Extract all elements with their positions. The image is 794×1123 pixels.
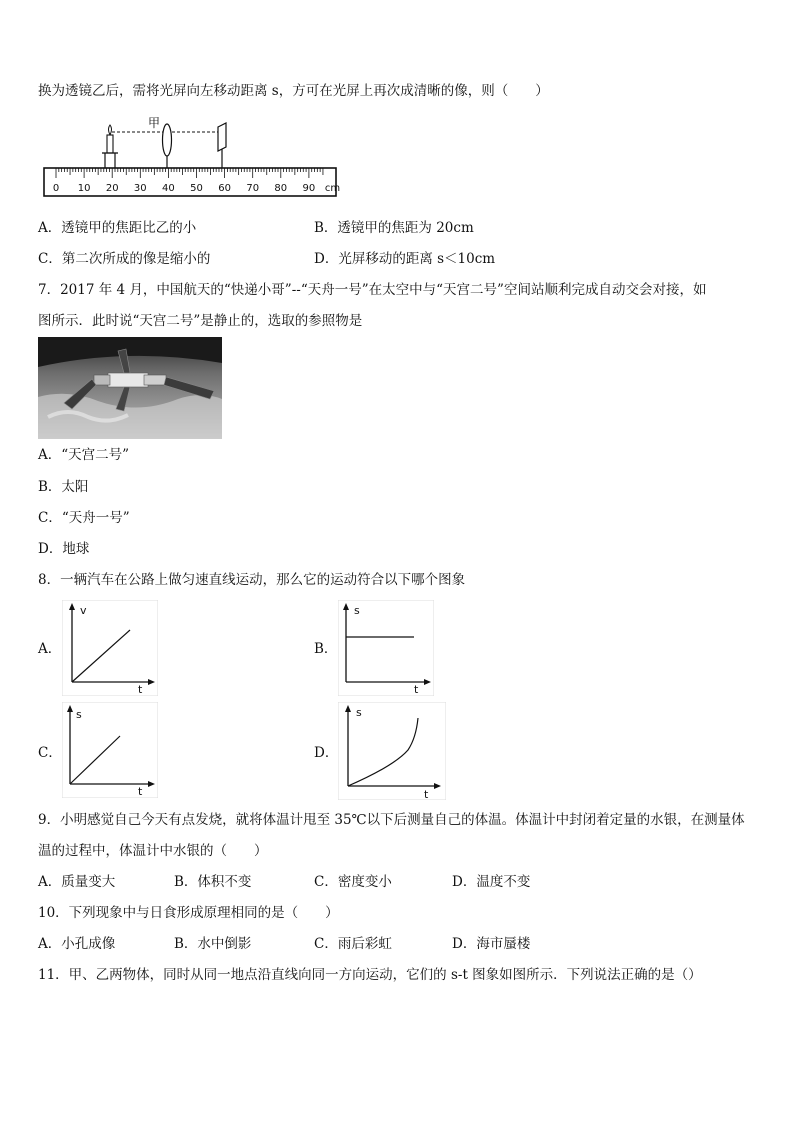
convex-lens-icon <box>163 124 172 168</box>
q10-option-c[interactable]: C．雨后彩虹 <box>314 936 392 952</box>
light-screen-icon <box>218 123 226 168</box>
q7-option-d[interactable]: D．地球 <box>38 541 90 557</box>
ruler-tick-label: 40 <box>162 183 175 194</box>
q8-graph-b-y-label: s <box>354 604 360 617</box>
q9-option-d[interactable]: D．温度不变 <box>452 874 531 890</box>
question-6-stem: 换为透镜乙后，需将光屏向左移动距离 s，方可在光屏上再次成清晰的像，则（ ） <box>38 83 549 99</box>
q6-option-c[interactable]: C．第二次所成的像是缩小的 <box>38 251 211 267</box>
ruler-tick-label: 0 <box>52 183 60 194</box>
question-7-stem-line-2: 图所示．此时说“天宫二号”是静止的，选取的参照物是 <box>38 313 363 329</box>
q8-graph-b <box>338 600 434 696</box>
q6-option-d[interactable]: D．光屏移动的距离 s＜10cm <box>314 251 496 267</box>
q8-graph-d-x-label: t <box>424 788 429 800</box>
ruler <box>44 168 340 196</box>
ruler-tick-label: 50 <box>190 183 203 194</box>
q9-option-b[interactable]: B．体积不变 <box>174 874 252 890</box>
candle-icon <box>102 125 118 168</box>
question-9-stem-line-2: 温的过程中，体温计中水银的（ ） <box>38 843 268 859</box>
q8-graph-a-y-label: v <box>80 604 87 617</box>
q8-option-a[interactable]: A． <box>38 641 62 657</box>
ruler-tick-label: 20 <box>105 183 119 194</box>
q9-option-c[interactable]: C．密度变小 <box>314 874 392 890</box>
q8-graph-c-x-label: t <box>138 785 143 798</box>
optical-bench-figure <box>42 113 342 199</box>
space-station-photo <box>38 337 222 439</box>
lens-label: 甲 <box>148 116 161 130</box>
q9-option-a[interactable]: A．质量变大 <box>38 874 116 890</box>
q6-option-b[interactable]: B．透镜甲的焦距为 20cm <box>314 220 474 236</box>
question-10-stem: 10．下列现象中与日食形成原理相同的是（ ） <box>38 905 339 921</box>
question-9-stem-line-1: 9．小明感觉自己今天有点发烧，就将体温计甩至 35℃以下后测量自己的体温。体温计中封闭着定量的水银，在测量体 <box>38 812 745 828</box>
ruler-tick-label: 30 <box>133 183 147 194</box>
q10-option-d[interactable]: D．海市蜃楼 <box>452 936 531 952</box>
q10-option-b[interactable]: B．水中倒影 <box>174 936 252 952</box>
question-11-stem: 11．甲、乙两物体，同时从同一地点沿直线向同一方向运动，它们的 s-t 图象如图所示．下列说法正确的是（） <box>38 967 702 983</box>
q7-option-b[interactable]: B．太阳 <box>38 479 89 495</box>
q8-graph-d-y-label: s <box>356 706 362 719</box>
ruler-tick-label: 70 <box>246 183 260 194</box>
ruler-unit-label: cm <box>324 183 341 194</box>
q8-option-c[interactable]: C． <box>38 745 62 761</box>
q6-option-a[interactable]: A．透镜甲的焦距比乙的小 <box>38 220 197 236</box>
ruler-tick-label: 60 <box>218 183 231 194</box>
q8-option-b[interactable]: B． <box>314 641 338 657</box>
q7-option-c[interactable]: C．“天舟一号” <box>38 510 130 526</box>
q8-graph-a <box>62 600 158 696</box>
q8-option-d[interactable]: D． <box>314 745 339 761</box>
ruler-tick-label: 10 <box>77 183 91 194</box>
ruler-tick-label: 90 <box>302 183 316 194</box>
q8-graph-c-y-label: s <box>76 708 82 721</box>
q7-option-a[interactable]: A．“天宫二号” <box>38 447 130 463</box>
question-7-stem-line-1: 7．2017 年 4 月，中国航天的“快递小哥”--“天舟一号”在太空中与“天宫二号”空间站顺利完成自动交会对接，如 <box>38 282 707 298</box>
ruler-tick-label: 80 <box>274 183 288 194</box>
q8-graph-b-x-label: t <box>414 683 419 696</box>
q8-graph-d <box>338 702 446 800</box>
q8-graph-a-x-label: t <box>138 683 143 696</box>
q10-option-a[interactable]: A．小孔成像 <box>38 936 116 952</box>
q8-graph-c <box>62 702 158 798</box>
question-8-stem: 8．一辆汽车在公路上做匀速直线运动，那么它的运动符合以下哪个图象 <box>38 572 466 588</box>
